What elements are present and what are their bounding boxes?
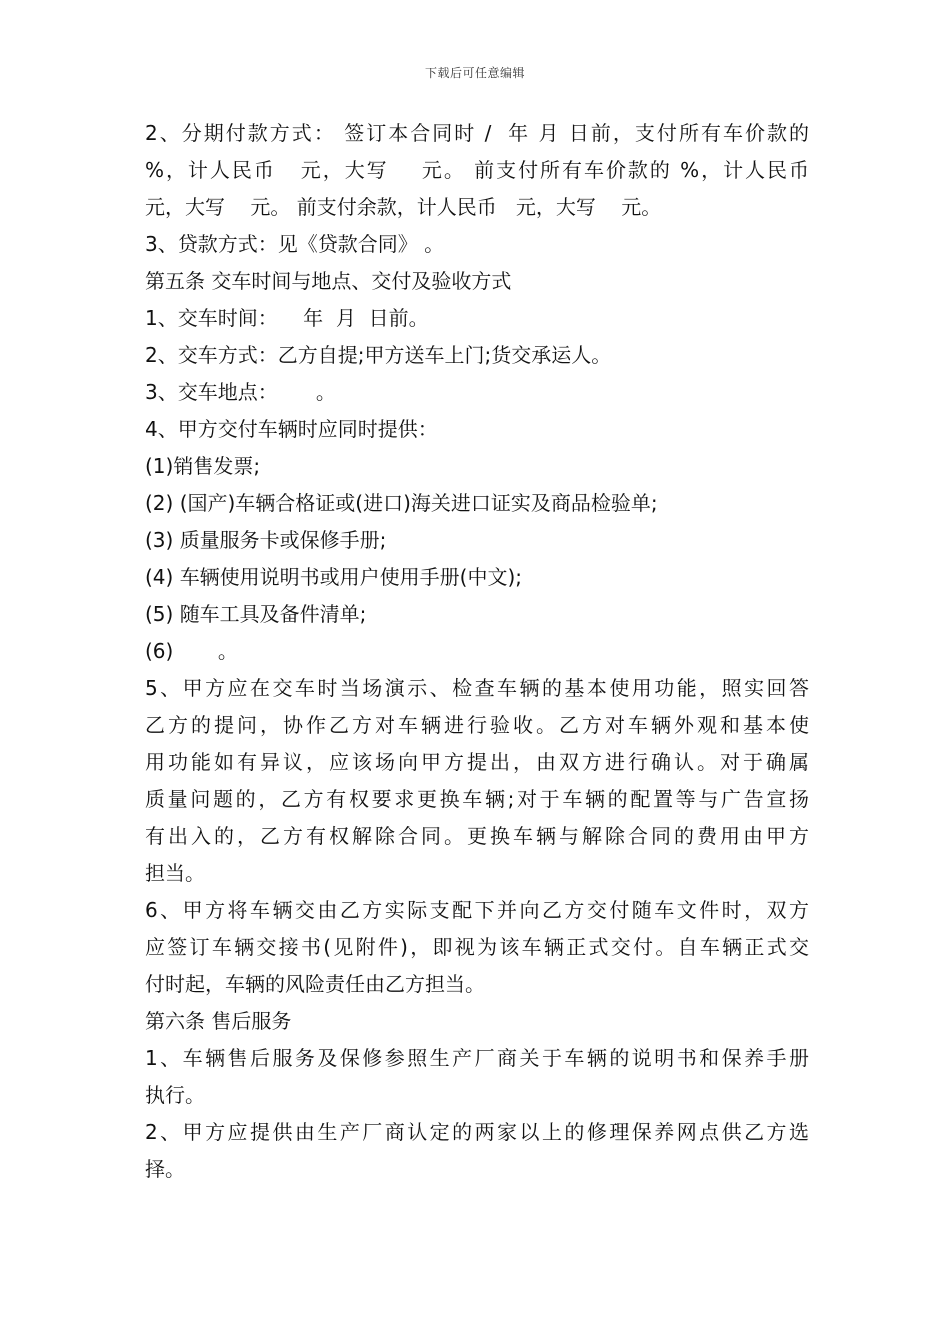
text-line: 元，大写 元。 前支付余款，计人民币 元，大写 元。 bbox=[145, 195, 662, 219]
text-line: 有出入的，乙方有权解除合同。更换车辆与解除合同的费用由甲方 bbox=[145, 824, 809, 848]
text-line: 6、甲方将车辆交由乙方实际支配下并向乙方交付随车文件时，双方 bbox=[145, 898, 809, 922]
list-item: (3) 质量服务卡或保修手册; bbox=[145, 528, 387, 552]
document-body bbox=[145, 115, 809, 1188]
text-line: 4、甲方交付车辆时应同时提供： bbox=[145, 417, 438, 441]
list-item: (2) (国产)车辆合格证或(进口)海关进口证实及商品检验单; bbox=[145, 491, 658, 515]
text-line: 3、交车地点： 。 bbox=[145, 380, 336, 404]
list-item: (5) 随车工具及备件清单; bbox=[145, 602, 367, 626]
text-line: 2、甲方应提供由生产厂商认定的两家以上的修理保养网点供乙方选 bbox=[145, 1120, 809, 1144]
text-line: 3、贷款方式：见《贷款合同》 。 bbox=[145, 232, 445, 256]
list-item: (1)销售发票; bbox=[145, 454, 261, 478]
text-line: 应签订车辆交接书(见附件)，即视为该车辆正式交付。自车辆正式交 bbox=[145, 935, 809, 959]
list-item: (6) 。 bbox=[145, 639, 238, 663]
text-line: 担当。 bbox=[145, 861, 205, 885]
text-line: %，计人民币 元，大写 元。 前支付所有车价款的 %，计人民币 bbox=[145, 158, 809, 182]
list-item: (4) 车辆使用说明书或用户使用手册(中文); bbox=[145, 565, 523, 589]
text-line: 1、交车时间： 年 月 日前。 bbox=[145, 306, 429, 330]
text-line: 乙方的提问，协作乙方对车辆进行验收。乙方对车辆外观和基本使 bbox=[145, 713, 809, 737]
text-line: 择。 bbox=[145, 1157, 185, 1181]
text-line: 2、交车方式：乙方自提;甲方送车上门;货交承运人。 bbox=[145, 343, 612, 367]
text-line: 用功能如有异议，应该场向甲方提出，由双方进行确认。对于确属 bbox=[145, 750, 809, 774]
section-heading: 第六条 售后服务 bbox=[145, 1009, 292, 1033]
text-line: 2、分期付款方式： 签订本合同时 / 年 月 日前，支付所有车价款的 bbox=[145, 121, 809, 145]
text-line: 执行。 bbox=[145, 1083, 205, 1107]
page-header-note: 下载后可任意编辑 bbox=[424, 66, 525, 80]
text-line: 5、甲方应在交车时当场演示、检查车辆的基本使用功能，照实回答 bbox=[145, 676, 809, 700]
text-line: 质量问题的，乙方有权要求更换车辆;对于车辆的配置等与广告宣扬 bbox=[145, 787, 809, 811]
text-line: 1、车辆售后服务及保修参照生产厂商关于车辆的说明书和保养手册 bbox=[145, 1046, 809, 1070]
text-line: 付时起，车辆的风险责任由乙方担当。 bbox=[145, 972, 485, 996]
section-heading: 第五条 交车时间与地点、交付及验收方式 bbox=[145, 269, 512, 293]
